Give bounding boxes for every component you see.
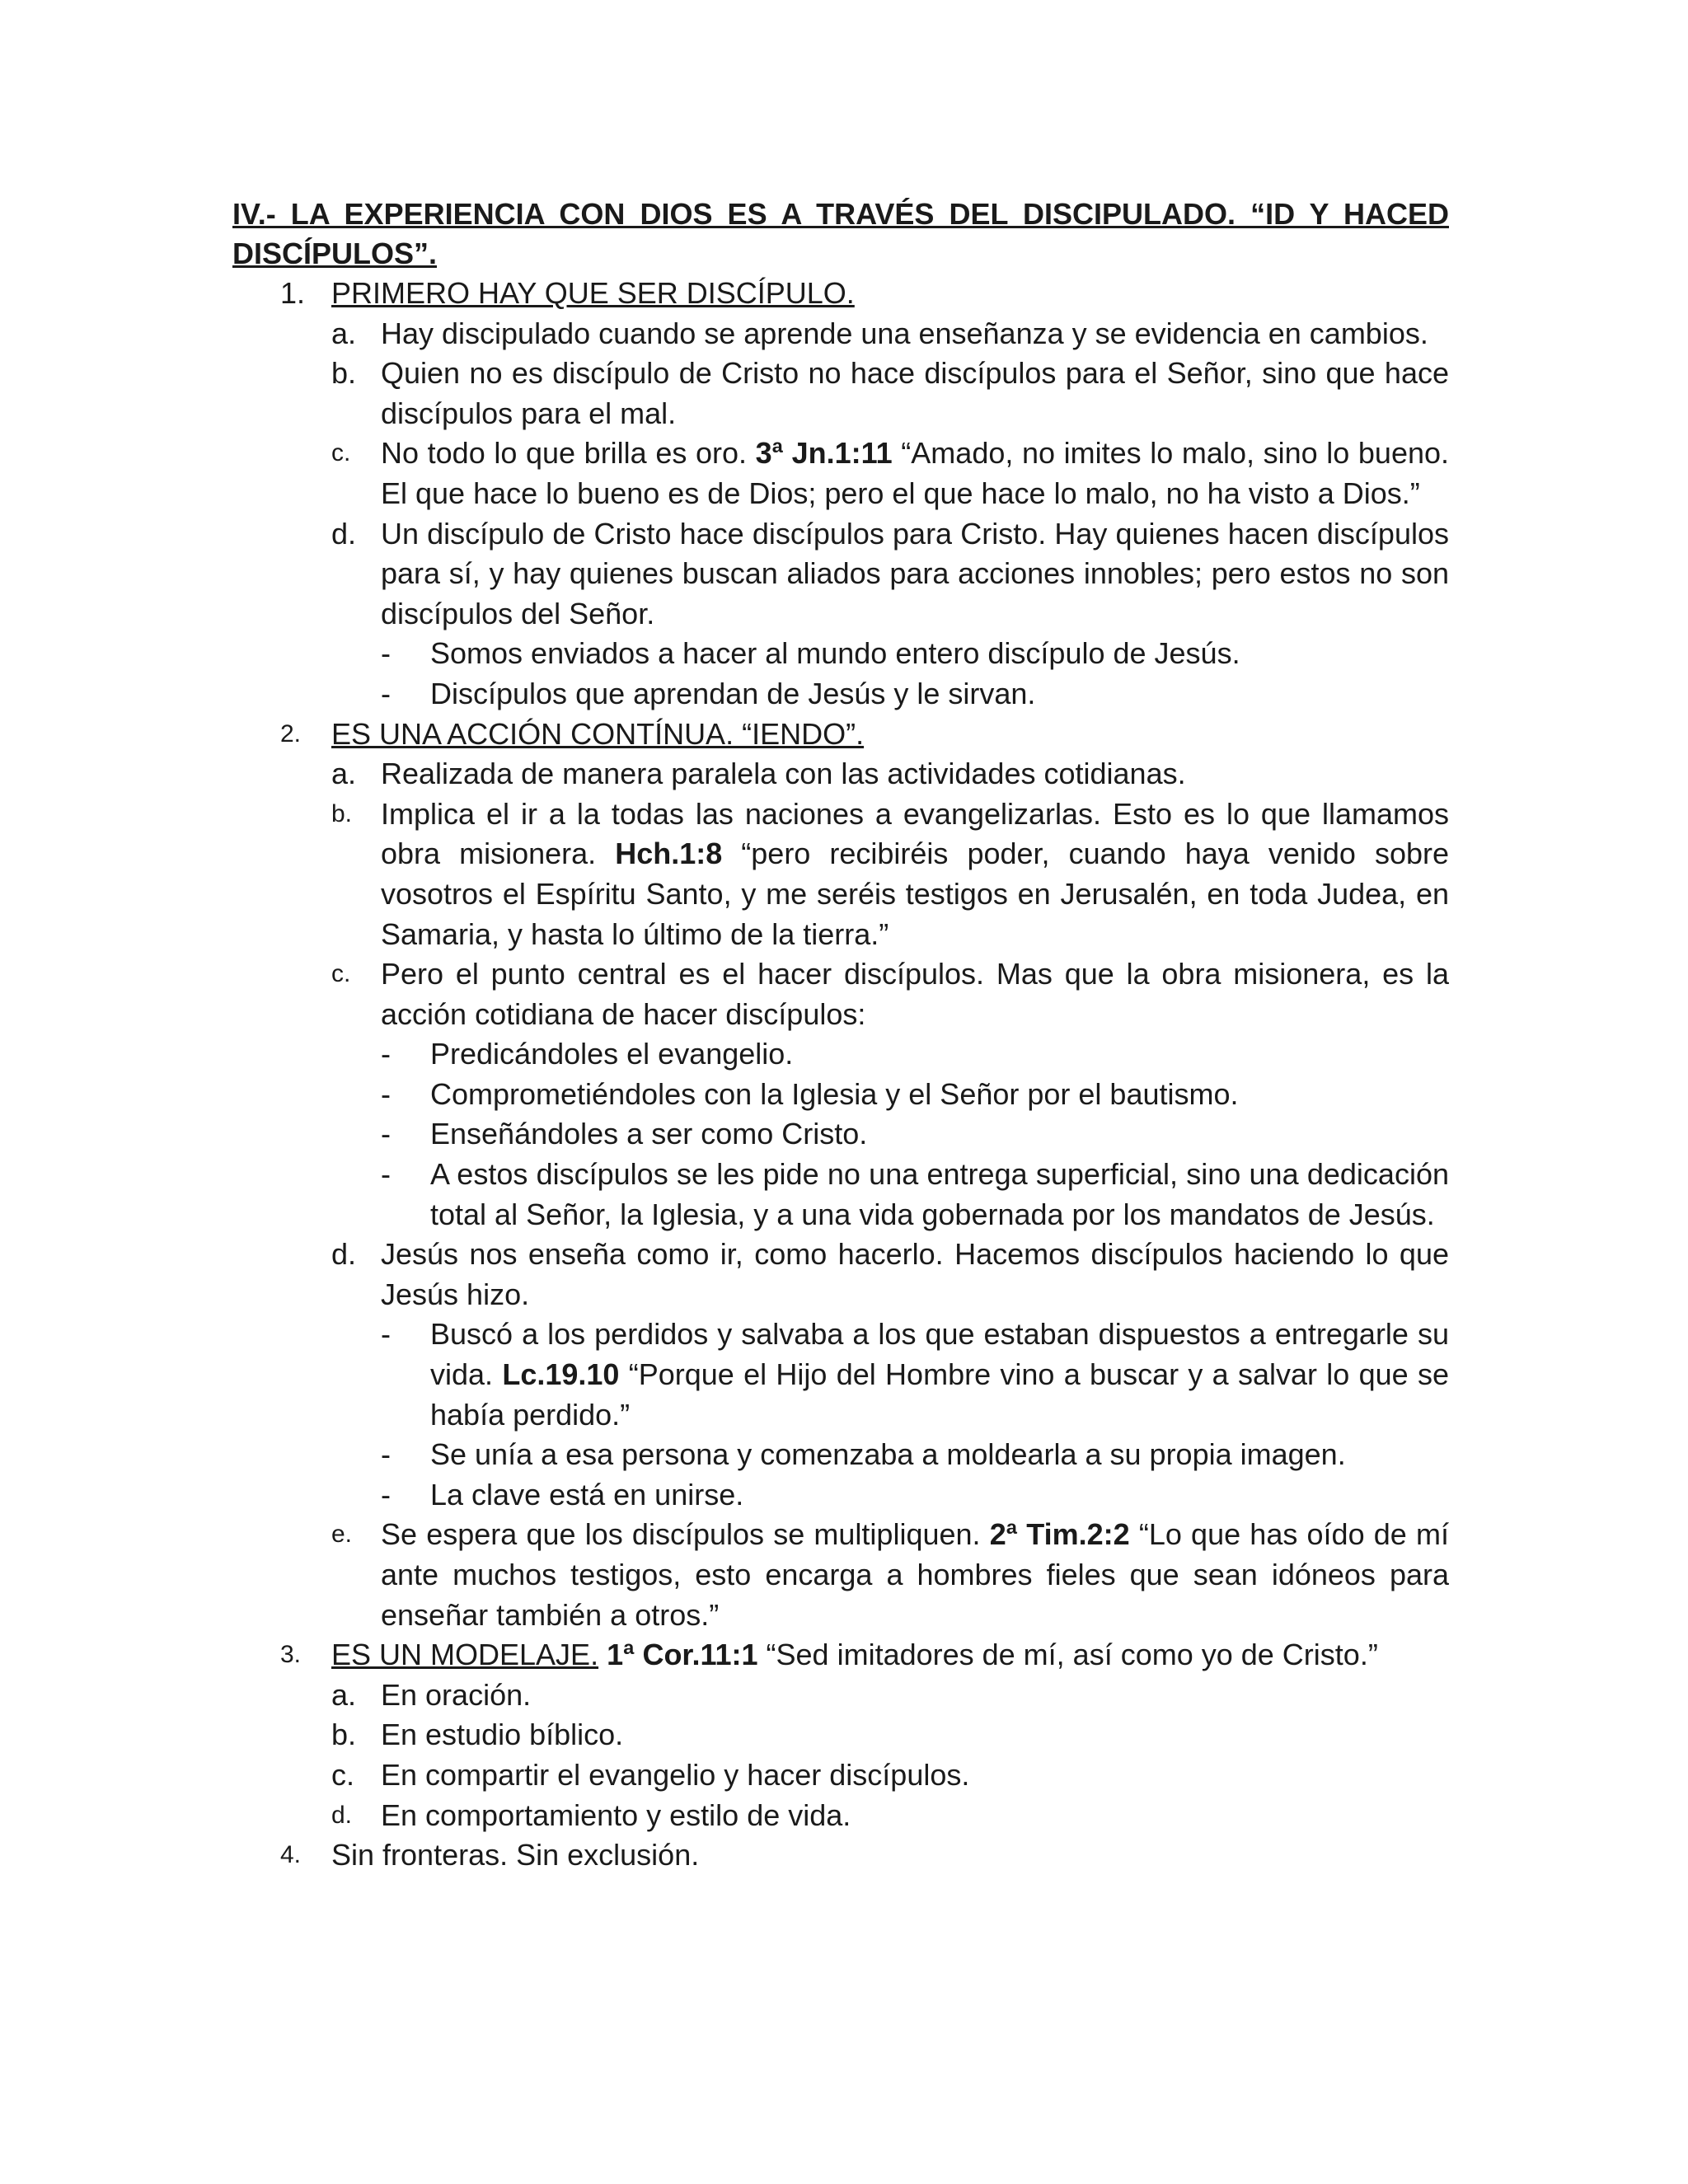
section-1-number: 1. [280, 276, 306, 310]
item-text: Pero el punto central es el hacer discípulos. Mas que la obra misionera, es la acción cotidiana de hacer discípulos: [381, 957, 1449, 1031]
section-2-title-line [232, 715, 1449, 755]
item-text: Hay discipulado cuando se aprende una enseñanza y se evidencia en cambios. [381, 316, 1428, 350]
bullet-2c-3 [232, 1114, 1449, 1155]
bible-reference: Lc.19.10 [502, 1357, 620, 1392]
bullet-text: Discípulos que aprendan de Jesús y le sirvan. [430, 676, 1036, 710]
item-text: En estudio bíblico. [381, 1718, 624, 1752]
bible-reference: Hch.1:8 [615, 837, 723, 871]
section-4-text: Sin fronteras. Sin exclusión. [331, 1838, 700, 1872]
bullet-text: A estos discípulos se les pide no una entrega superficial, sino una dedicación total al Señor, la Iglesia, y a una vida gobernada por los mandatos de Jesús. [430, 1157, 1449, 1231]
item-letter: d. [331, 1237, 357, 1272]
dash-marker: - [381, 1117, 391, 1151]
item-2d [232, 1235, 1449, 1315]
item-text: Quien no es discípulo de Cristo no hace discípulos para el Señor, sino que hace discípulos para el mal. [381, 356, 1449, 430]
section-2-number: 2. [280, 719, 302, 748]
dash-marker: - [381, 1037, 391, 1071]
item-3b [232, 1715, 1449, 1755]
dash-marker: - [381, 1437, 391, 1472]
item-letter: a. [331, 757, 357, 791]
section-3-title-line [232, 1635, 1449, 1675]
item-letter: e. [331, 1521, 353, 1549]
bullet-text: Somos enviados a hacer al mundo entero discípulo de Jesús. [430, 636, 1240, 671]
bible-quote: “Porque el Hijo del Hombre vino a buscar y a salvar lo que se había perdido.” [430, 1357, 1449, 1432]
item-text: Se espera que los discípulos se multipliquen. [381, 1517, 990, 1552]
item-3d [232, 1796, 1449, 1836]
section-3-number: 3. [280, 1641, 302, 1669]
item-text: Realizada de manera paralela con las actividades cotidianas. [381, 757, 1186, 791]
dash-marker: - [381, 676, 391, 710]
item-text: Un discípulo de Cristo hace discípulos para Cristo. Hay quienes hacen discípulos para sí, y hay quienes buscan aliados para acciones innobles; pero estos no son discípulos del Señor. [381, 516, 1449, 630]
section-heading: IV.- LA EXPERIENCIA CON DIOS ES A TRAVÉS DEL DISCIPULADO. “ID Y HACED DISCÍPULOS”. [232, 197, 1449, 270]
item-text: En comportamiento y estilo de vida. [381, 1797, 851, 1832]
item-letter: d. [331, 1801, 353, 1829]
bullet-2c-4 [232, 1155, 1449, 1235]
bible-quote: “Amado, no imites lo malo, sino lo bueno. El que hace lo bueno es de Dios; pero el que hace lo malo, no ha visto a Dios.” [381, 436, 1450, 510]
item-2c [232, 954, 1449, 1034]
item-letter: a. [331, 1677, 357, 1712]
item-letter: d. [331, 516, 357, 551]
document-page [232, 194, 1449, 1876]
bullet-1d-2 [232, 674, 1449, 715]
item-2e [232, 1515, 1449, 1635]
bible-quote: “Lo que has oído de mí ante muchos testigos, esto encarga a hombres fieles que sean idóneos para enseñar también a otros.” [381, 1517, 1449, 1632]
dash-marker: - [381, 1157, 391, 1192]
item-3a [232, 1675, 1449, 1716]
item-letter: c. [331, 960, 351, 988]
item-text: En compartir el evangelio y hacer discípulos. [381, 1757, 970, 1792]
bullet-text: Enseñándoles a ser como Cristo. [430, 1117, 868, 1151]
dash-marker: - [381, 1076, 391, 1111]
bullet-2d-1 [232, 1315, 1449, 1435]
section-4-number: 4. [280, 1841, 302, 1869]
item-text: En oración. [381, 1677, 532, 1712]
item-text: Jesús nos enseña como ir, como hacerlo. Hacemos discípulos haciendo lo que Jesús hizo. [381, 1237, 1449, 1311]
bullet-2c-2 [232, 1075, 1449, 1115]
bullet-text: Se unía a esa persona y comenzaba a moldearla a su propia imagen. [430, 1437, 1346, 1472]
bullet-2c-1 [232, 1034, 1449, 1075]
item-letter: a. [331, 316, 357, 350]
bullet-text: Buscó a los perdidos y salvaba a los que estaban dispuestos a entregarle su vida. [430, 1317, 1449, 1392]
bible-quote: “Sed imitadores de mí, así como yo de Cristo.” [757, 1638, 1378, 1672]
dash-marker: - [381, 636, 391, 671]
section-2-title: ES UNA ACCIÓN CONTÍNUA. “IENDO”. [331, 716, 865, 751]
section-3-title: ES UN MODELAJE. [331, 1638, 599, 1672]
item-letter: b. [331, 356, 357, 391]
item-2a [232, 754, 1449, 794]
bible-reference: 1ª Cor.11:1 [607, 1638, 758, 1672]
bible-reference: 2ª Tim.2:2 [989, 1517, 1130, 1552]
bullet-text: Comprometiéndoles con la Iglesia y el Señor por el bautismo. [430, 1076, 1239, 1111]
section-1-title-line [232, 274, 1449, 314]
item-text: Implica el ir a la todas las naciones a evangelizarlas. Esto es lo que llamamos obra misionera. [381, 796, 1449, 871]
item-1a [232, 314, 1449, 354]
bullet-text: La clave está en unirse. [430, 1477, 744, 1511]
item-letter: c. [331, 1757, 355, 1792]
bible-reference: 3ª Jn.1:11 [755, 436, 893, 471]
bullet-text: Predicándoles el evangelio. [430, 1037, 794, 1071]
bullet-1d-1 [232, 634, 1449, 674]
section-4-line [232, 1835, 1449, 1876]
item-letter: c. [331, 439, 351, 467]
bible-quote: “pero recibiréis poder, cuando haya venido sobre vosotros el Espíritu Santo, y me seréis testigos en Jerusalén, en toda Judea, en Samaria, y hasta lo último de la tierra.” [381, 837, 1449, 951]
bullet-2d-3 [232, 1475, 1449, 1516]
item-2b [232, 794, 1449, 954]
item-1d [232, 514, 1449, 635]
dash-marker: - [381, 1317, 391, 1352]
item-3c [232, 1755, 1449, 1796]
bullet-2d-2 [232, 1435, 1449, 1475]
item-letter: b. [331, 1718, 357, 1752]
item-1b [232, 354, 1449, 434]
dash-marker: - [381, 1477, 391, 1511]
item-1c [232, 434, 1449, 513]
item-letter: b. [331, 799, 353, 827]
item-text: No todo lo que brilla es oro. [381, 436, 756, 471]
section-1-title: PRIMERO HAY QUE SER DISCÍPULO. [331, 276, 855, 310]
